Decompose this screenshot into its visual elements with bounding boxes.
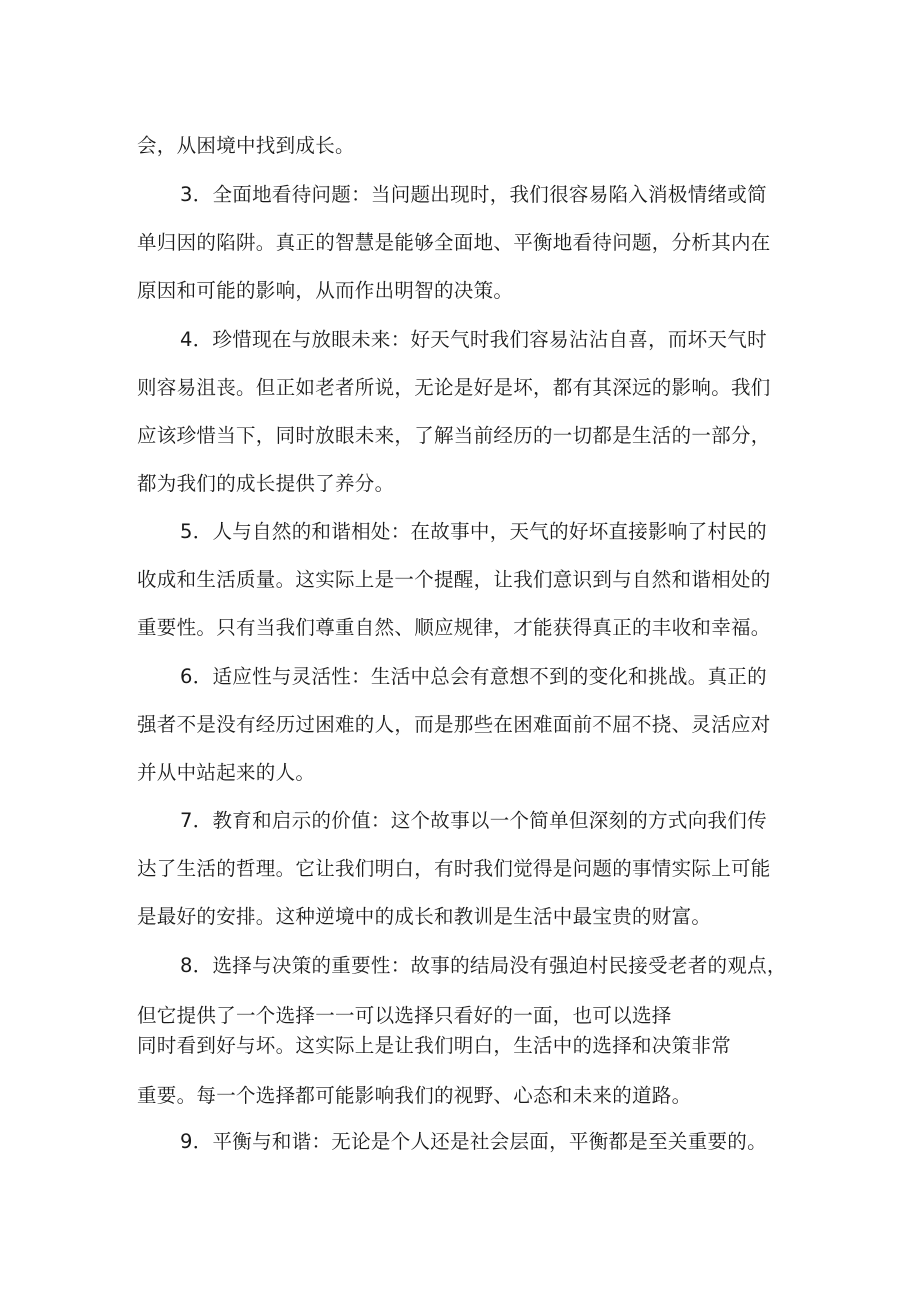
text-line: 7．教育和启示的价值：这个故事以一个简单但深刻的方式向我们传 <box>180 809 767 832</box>
text-line: 并从中站起来的人。 <box>137 761 316 784</box>
text-line: 是最好的安排。这种逆境中的成长和教训是生活中最宝贵的财富。 <box>137 905 712 928</box>
text-line: 则容易沮丧。但正如老者所说，无论是好是坏，都有其深远的影响。我们 <box>137 376 771 399</box>
text-line: 达了生活的哲理。它让我们明白，有时我们觉得是问题的事情实际上可能 <box>137 857 771 880</box>
text-line: 重要。每一个选择都可能影响我们的视野、心态和未来的道路。 <box>137 1084 692 1107</box>
text-line: 6．适应性与灵活性：生活中总会有意想不到的变化和挑战。真正的 <box>180 665 767 688</box>
text-line: 同时看到好与坏。这实际上是让我们明白，生活中的选择和决策非常 <box>137 1034 732 1057</box>
text-line: 都为我们的成长提供了养分。 <box>137 472 395 495</box>
text-line: 5．人与自然的和谐相处：在故事中，天气的好坏直接影响了村民的 <box>180 520 767 543</box>
text-line: 强者不是没有经历过困难的人，而是那些在困难面前不屈不挠、灵活应对 <box>137 713 771 736</box>
text-line: 4．珍惜现在与放眼未来：好天气时我们容易沾沾自喜，而坏天气时 <box>180 328 767 351</box>
text-line: 重要性。只有当我们尊重自然、顺应规律，才能获得真正的丰收和幸福。 <box>137 616 771 639</box>
text-line: 原因和可能的影响，从而作出明智的决策。 <box>137 279 514 302</box>
text-line: 单归因的陷阱。真正的智慧是能够全面地、平衡地看待问题，分析其内在 <box>137 231 771 254</box>
text-line: 8．选择与决策的重要性：故事的结局没有强迫村民接受老者的观点， <box>180 954 787 977</box>
text-line: 应该珍惜当下，同时放眼未来，了解当前经历的一切都是生活的一部分， <box>137 424 771 447</box>
text-line: 收成和生活质量。这实际上是一个提醒，让我们意识到与自然和谐相处的 <box>137 568 771 591</box>
text-line: 但它提供了一个选择一一可以选择只看好的一面，也可以选择 <box>137 1004 672 1027</box>
text-line: 3．全面地看待问题：当问题出现时，我们很容易陷入消极情绪或简 <box>180 183 767 206</box>
text-line: 会，从困境中找到成长。 <box>137 134 355 157</box>
text-line: 9．平衡与和谐：无论是个人还是社会层面，平衡都是至关重要的。 <box>180 1130 767 1153</box>
